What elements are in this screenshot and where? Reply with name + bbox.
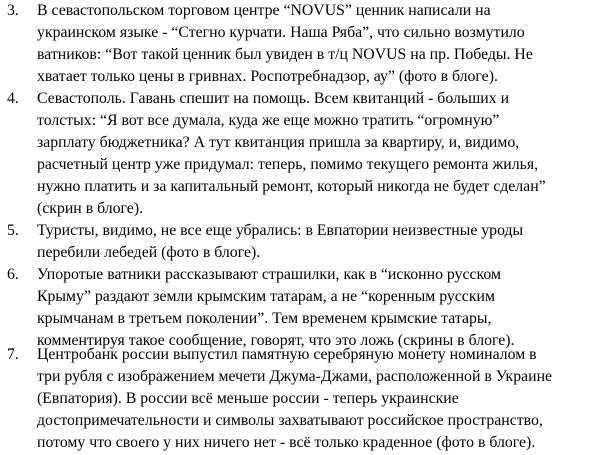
list-number: 6. [7, 266, 19, 283]
text-line: три рубля с изображением мечети Джума-Джами, расположенной в Украине [37, 368, 553, 385]
text-line: (скрин в блоге). [37, 200, 144, 217]
text-line: Центробанк россии выпустил памятную серебряную монету номиналом в [37, 346, 537, 363]
text-line: крымчанам в третьем поколении”. Тем временем крымские татары, [37, 310, 492, 327]
text-line: нужно платить и за капитальный ремонт, который никогда не будет сделан” [37, 178, 546, 195]
text-line: хватает только цены в гривнах. Роспотребнадзор, ау” (фото в блоге). [37, 68, 498, 85]
text-line: перебили лебедей (фото в блоге). [37, 244, 261, 261]
text-line: Туристы, видимо, не все еще убрались: в Евпатории неизвестные уроды [37, 222, 524, 239]
text-line: (Евпатория). В россии всё меньше россии - теперь украинские [37, 390, 459, 407]
text-line: толстых: “Я вот все думала, куда же еще можно тратить “огромную” [37, 112, 500, 129]
text-line: достопримечательности и символы захватывают российское пространство, [37, 412, 543, 429]
text-line: зарплату бюджетника? А тут квитанция пришла за квартиру, и, видимо, [37, 134, 520, 151]
list-number: 7. [7, 346, 19, 363]
text-line: ватников: “Вот такой ценник был увиден в т/ц NOVUS на пр. Победы. Не [37, 46, 533, 63]
list-number: 3. [7, 2, 19, 19]
text-line: Крыму” раздают земли крымским татарам, а не “коренным русским [37, 288, 495, 305]
text-line: В севастопольском торговом центре “NOVUS” ценник написали на [37, 2, 491, 19]
text-line: расчетный центр уже придумал: теперь, помимо текущего ремонта жилья, [37, 156, 539, 173]
list-number: 5. [7, 222, 19, 239]
text-line: украинском языке - “Стегно курчати. Наша Ряба”, что сильно возмутило [37, 24, 525, 41]
text-line: потому что своего у них ничего нет - всё только краденное (фото в блоге). [37, 434, 536, 451]
list-number: 4. [7, 90, 19, 107]
text-line: Севастополь. Гавань спешит на помощь. Всем квитанций - больших и [37, 90, 510, 107]
text-line: Упоротые ватники рассказывают страшилки, как в “исконно русском [37, 266, 502, 283]
text-line: комментируя такое сообщение, говорят, что это ложь (скрины в блоге). [37, 332, 515, 349]
